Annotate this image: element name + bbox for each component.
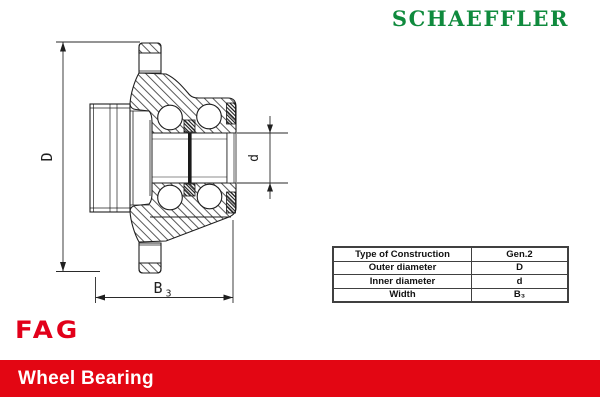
wheel-stud-bottom bbox=[139, 243, 161, 273]
bearing-bore bbox=[152, 133, 236, 183]
table-cell-value: B₃ bbox=[472, 288, 569, 302]
table-row bbox=[333, 275, 568, 289]
ball-bottom-right bbox=[197, 184, 222, 209]
inner-ring-split-line bbox=[188, 133, 192, 183]
label-width-main: B bbox=[153, 279, 163, 297]
label-width-subscript: 3 bbox=[165, 288, 172, 300]
arrow-up bbox=[267, 183, 273, 192]
ball-top-right bbox=[197, 104, 222, 129]
label-inner-diameter: d bbox=[247, 154, 262, 162]
spec-table bbox=[332, 246, 569, 303]
table-cell-label: Type of Construction bbox=[333, 247, 472, 261]
arrow-up bbox=[60, 42, 66, 52]
arrow-right bbox=[224, 295, 234, 301]
seal-top bbox=[227, 103, 236, 124]
table-cell-value: d bbox=[472, 275, 569, 289]
schaeffler-logo: SCHAEFFLER bbox=[391, 6, 569, 31]
table-row bbox=[333, 261, 568, 275]
flange-plate bbox=[90, 104, 130, 212]
table-cell-value: D bbox=[472, 261, 569, 275]
wheel-stud-top bbox=[139, 43, 161, 73]
dimension-inner-diameter bbox=[237, 116, 288, 199]
arrow-down bbox=[60, 262, 66, 272]
label-outer-diameter: D bbox=[38, 152, 56, 162]
table-cell-label: Outer diameter bbox=[333, 261, 472, 275]
hub-bore-channel bbox=[130, 111, 150, 205]
seal-bottom bbox=[227, 192, 236, 213]
table-cell-value: Gen.2 bbox=[472, 247, 569, 261]
table-row bbox=[333, 247, 568, 261]
table-cell-label: Inner diameter bbox=[333, 275, 472, 289]
product-title-banner bbox=[0, 360, 600, 397]
arrow-down bbox=[267, 125, 273, 134]
ball-top-left bbox=[158, 105, 183, 130]
table-cell-label: Width bbox=[333, 288, 472, 302]
arrow-left bbox=[96, 295, 106, 301]
fag-logo: FAG bbox=[15, 317, 81, 345]
ball-bottom-left bbox=[158, 185, 183, 210]
table-row bbox=[333, 288, 568, 302]
banner-title: Wheel Bearing bbox=[18, 368, 154, 389]
